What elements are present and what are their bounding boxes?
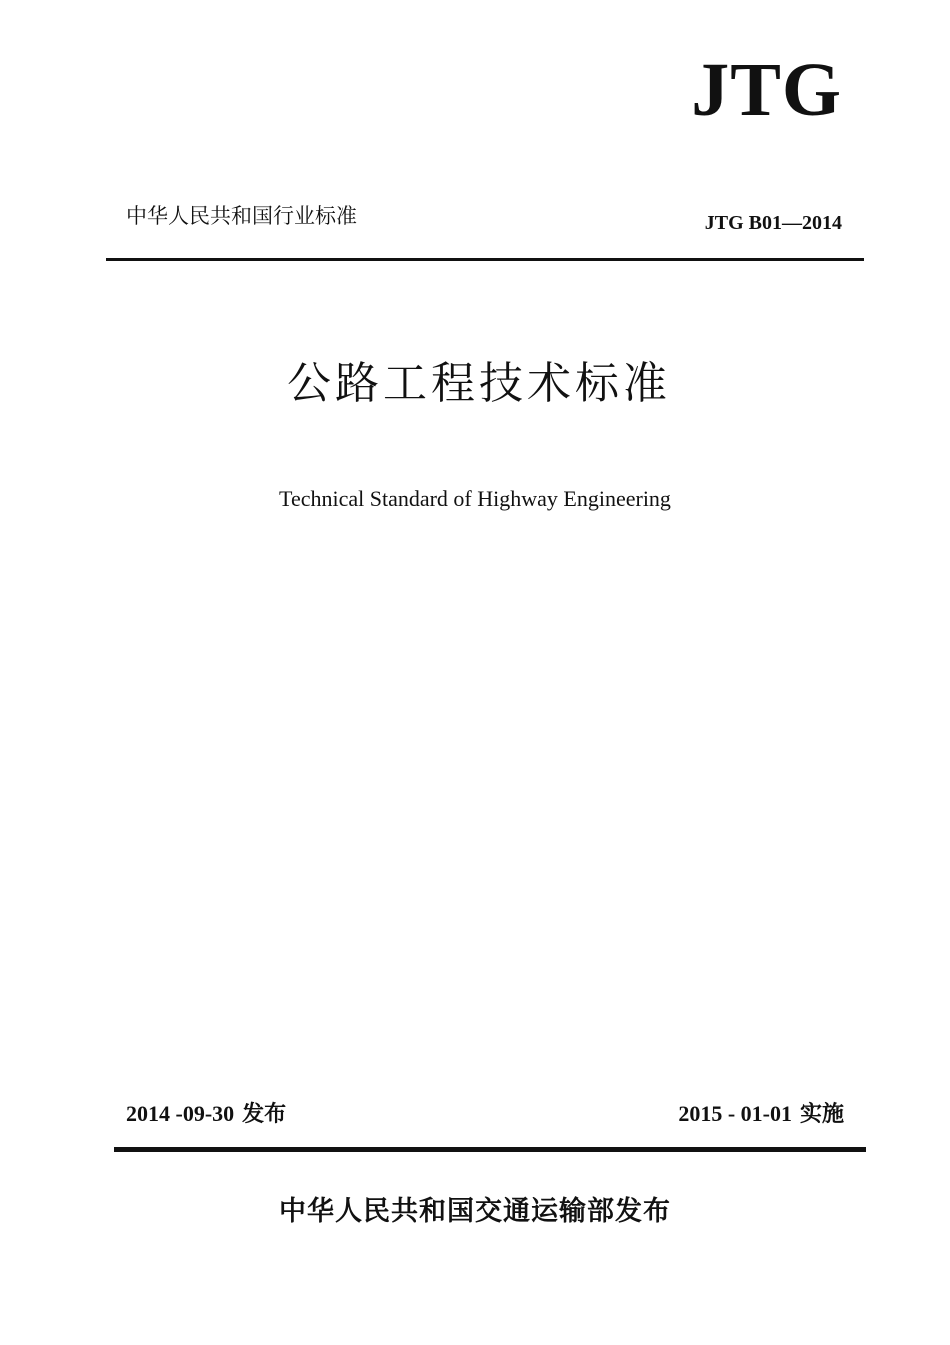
effective-date-block xyxy=(678,1103,844,1126)
standard-code: JTG B01—2014 xyxy=(704,212,842,234)
standard-category: 中华人民共和国行业标准 xyxy=(126,204,357,228)
effective-date: 2015 - 01-01 xyxy=(678,1101,792,1126)
document-title-en: Technical Standard of Highway Engineering xyxy=(279,486,671,511)
issue-date-block xyxy=(126,1103,286,1126)
top-divider xyxy=(106,258,864,261)
publisher: 中华人民共和国交通运输部发布 xyxy=(279,1196,671,1227)
issue-date: 2014 -09-30 xyxy=(126,1101,235,1126)
effective-label: 实施 xyxy=(799,1102,844,1127)
jtg-logo: JTG xyxy=(691,48,842,132)
bottom-divider xyxy=(114,1147,866,1152)
document-title-cn: 公路工程技术标准 xyxy=(287,358,671,409)
issue-label: 发布 xyxy=(242,1102,287,1127)
